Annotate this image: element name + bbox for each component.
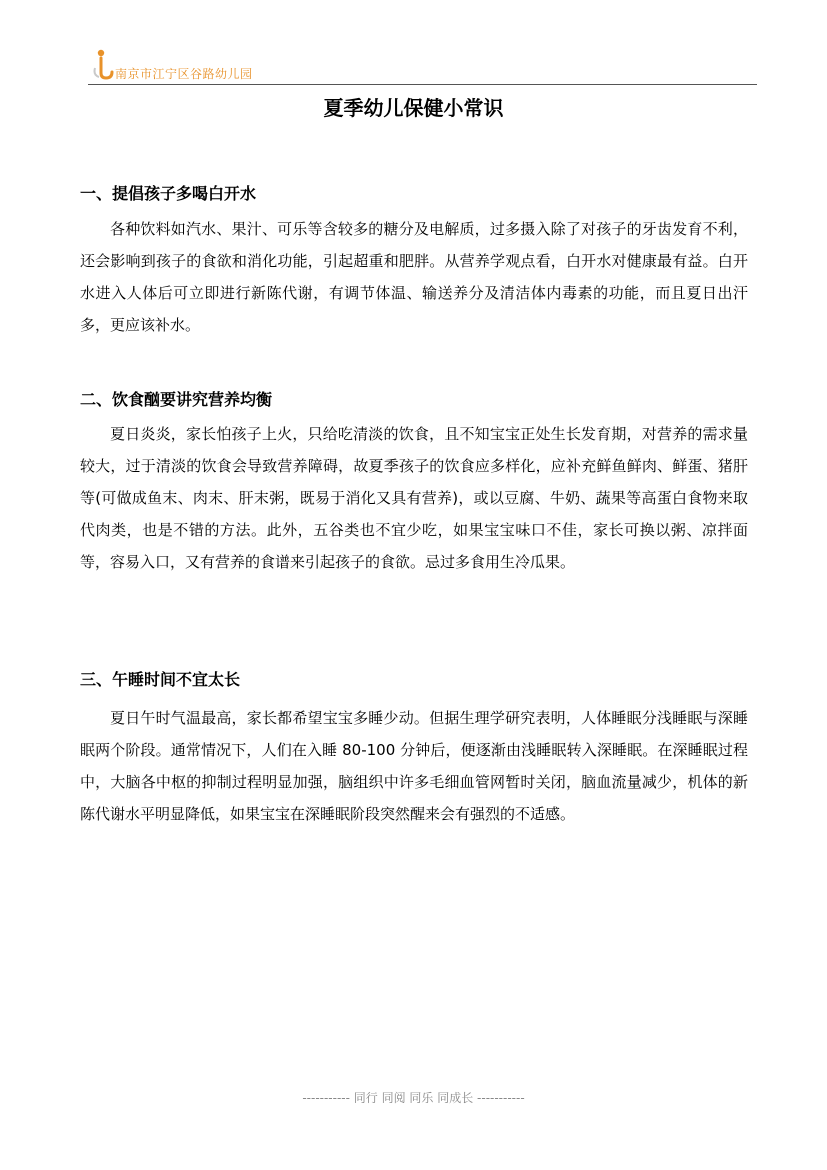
section-body-3: 夏日午时气温最高，家长都希望宝宝多睡少动。但据生理学研究表明，人体睡眠分浅睡眠与深睡眠两个阶段。通常情况下，人们在入睡 80-100 分钟后，便逐渐由浅睡眠转入深睡眠。在深睡眠过程中，大脑各中枢的抑制过程明显加强，脑组织中许多毛细血管网暂时关闭，脑血流量减少，机体的新陈代谢水平明显降低，如果宝宝在深睡眠阶段突然醒来会有强烈的不适感。 [80, 709, 748, 823]
section-body-1: 各种饮料如汽水、果汁、可乐等含较多的糖分及电解质，过多摄入除了对孩子的牙齿发育不利，还会影响到孩子的食欲和消化功能，引起超重和肥胖。从营养学观点看，白开水对健康最有益。白开水进入人体后可立即进行新陈代谢，有调节体温、输送养分及清洁体内毒素的功能，而且夏日出汗多，更应该补水。 [80, 220, 748, 334]
page-header [88, 40, 757, 85]
section-body-2: 夏日炎炎，家长怕孩子上火，只给吃清淡的饮食，且不知宝宝正处生长发育期，对营养的需求量较大，过于清淡的饮食会导致营养障碍，故夏季孩子的饮食应多样化，应补充鲜鱼鲜肉、鲜蛋、猪肝等(可做成鱼末、肉末、肝末粥，既易于消化又具有营养)，或以豆腐、牛奶、蔬果等高蛋白食物来取代肉类，也是不错的方法。此外，五谷类也不宜少吃，如果宝宝味口不佳，家长可换以粥、凉拌面等，容易入口，又有营养的食谱来引起孩子的食欲。忌过多食用生冷瓜果。 [80, 425, 748, 571]
section-heading-3: 三、午睡时间不宜太长 [80, 670, 241, 689]
school-name: 南京市江宁区谷路幼儿园 [115, 67, 253, 81]
school-logo-icon [92, 48, 114, 80]
page-title: 夏季幼儿保健小常识 [323, 96, 504, 120]
page-footer: ----------- 同行 同阅 同乐 同成长 ----------- [302, 1091, 525, 1105]
section-heading-2: 二、饮食酗要讲究营养均衡 [80, 390, 273, 409]
section-heading-1: 一、提倡孩子多喝白开水 [80, 184, 257, 203]
